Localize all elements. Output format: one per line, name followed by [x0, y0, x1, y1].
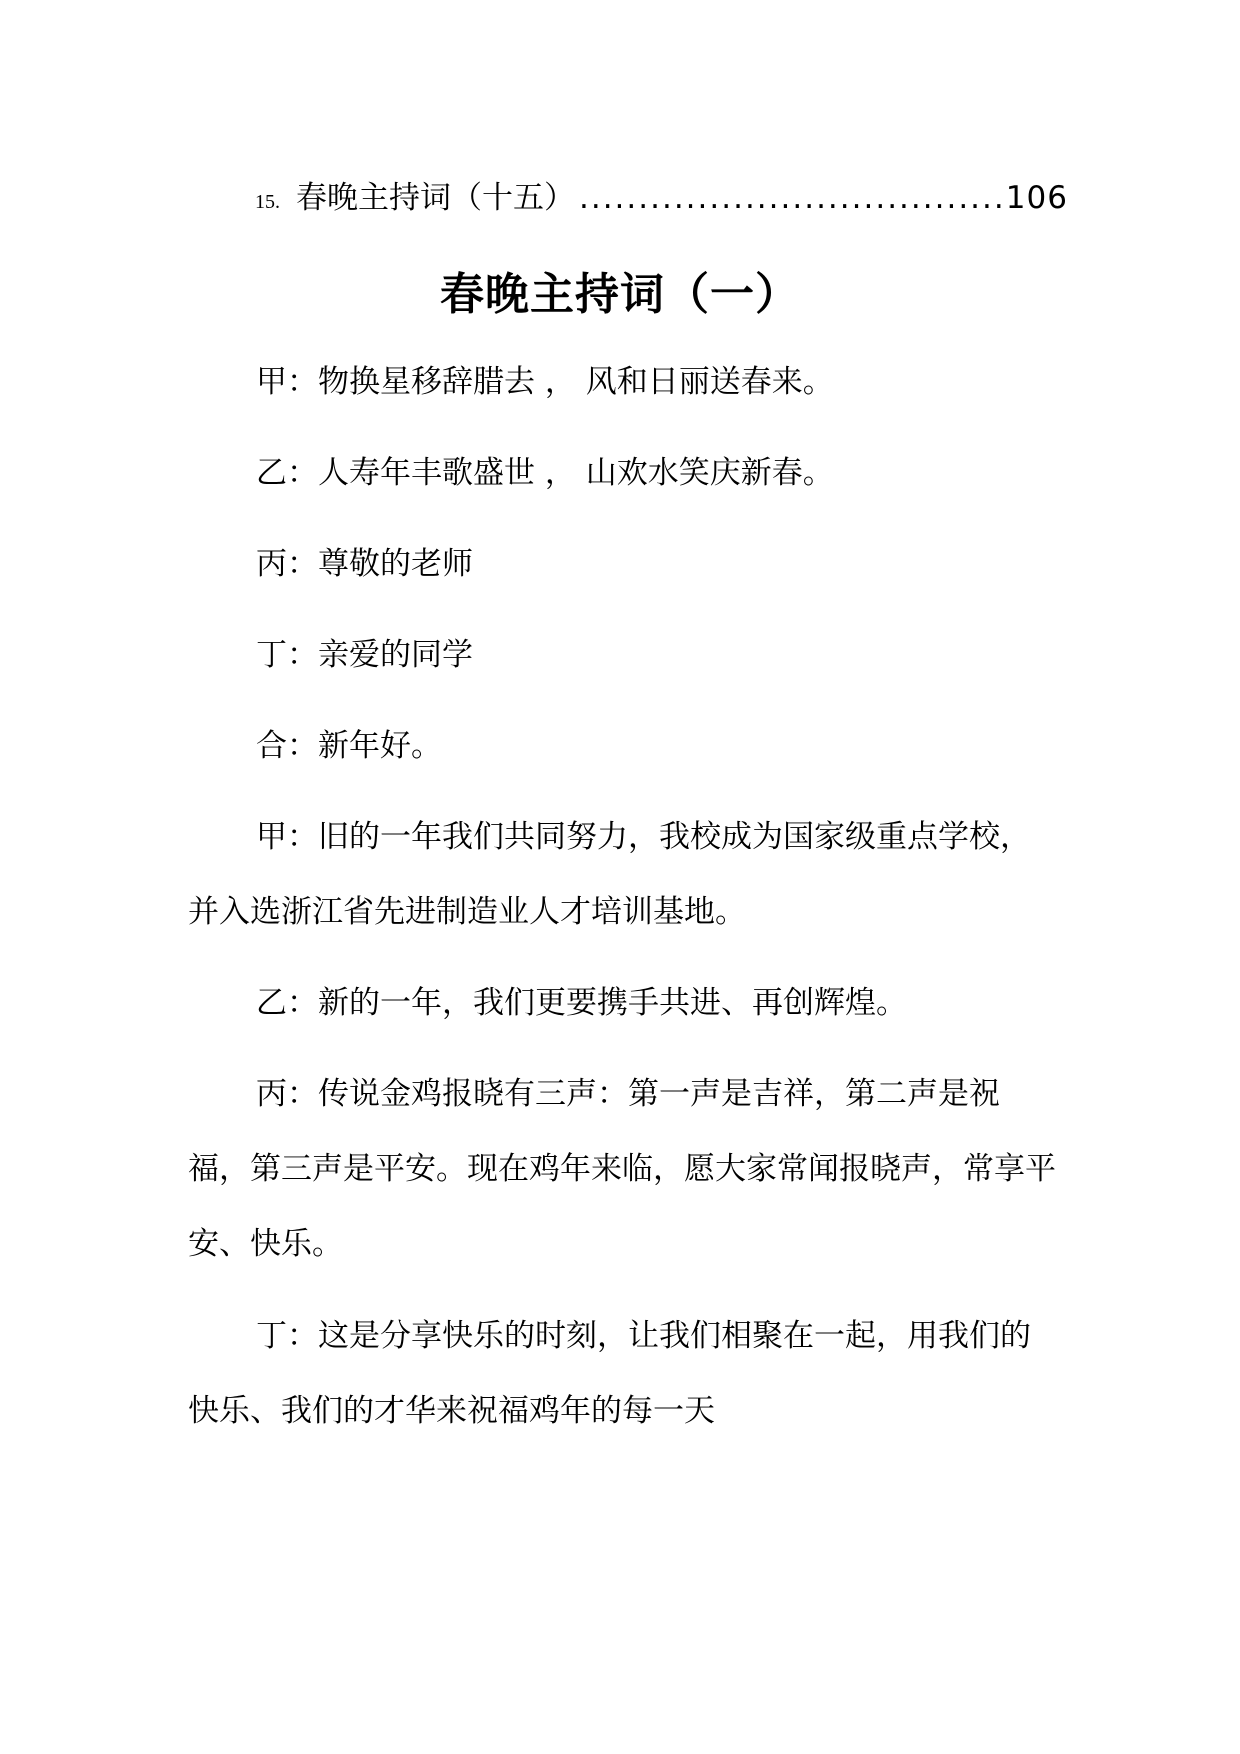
paragraph-ding-2: 丁：这是分享快乐的时刻，让我们相聚在一起，用我们的快乐、我们的才华来祝福鸡年的每一天 — [188, 1318, 1031, 1429]
paragraph-yi-2: 乙：新的一年，我们更要携手共进、再创辉煌。 — [256, 985, 907, 1021]
toc-entry-title: 春晚主持词（十五） — [296, 180, 575, 216]
toc-entry-leader-dots: .................................... — [579, 180, 1006, 216]
paragraph-jia-2: 甲：旧的一年我们共同努力，我校成为国家级重点学校，并入选浙江省先进制造业人才培训基地。 — [188, 819, 1031, 930]
paragraph-yi-1: 乙：人寿年丰歌盛世 ， 山欢水笑庆新春。 — [256, 455, 834, 491]
paragraph-jia-1: 甲：物换星移辞腊去 ， 风和日丽送春来。 — [256, 364, 834, 400]
toc-entry[interactable] — [255, 172, 1068, 220]
paragraph-ding-1: 丁：亲爱的同学 — [256, 637, 473, 673]
toc-entry-page-number: 106 — [1005, 180, 1068, 216]
toc-entry-number: 15. — [255, 191, 280, 213]
paragraph-bing-2: 丙：传说金鸡报晓有三声：第一声是吉祥，第二声是祝福，第三声是平安。现在鸡年来临，愿大家常闻报晓声，常享平安、快乐。 — [188, 1076, 1056, 1262]
section-heading: 春晚主持词（一） — [440, 269, 800, 320]
paragraph-he-1: 合：新年好。 — [256, 728, 442, 764]
paragraph-bing-1: 丙：尊敬的老师 — [256, 546, 473, 582]
